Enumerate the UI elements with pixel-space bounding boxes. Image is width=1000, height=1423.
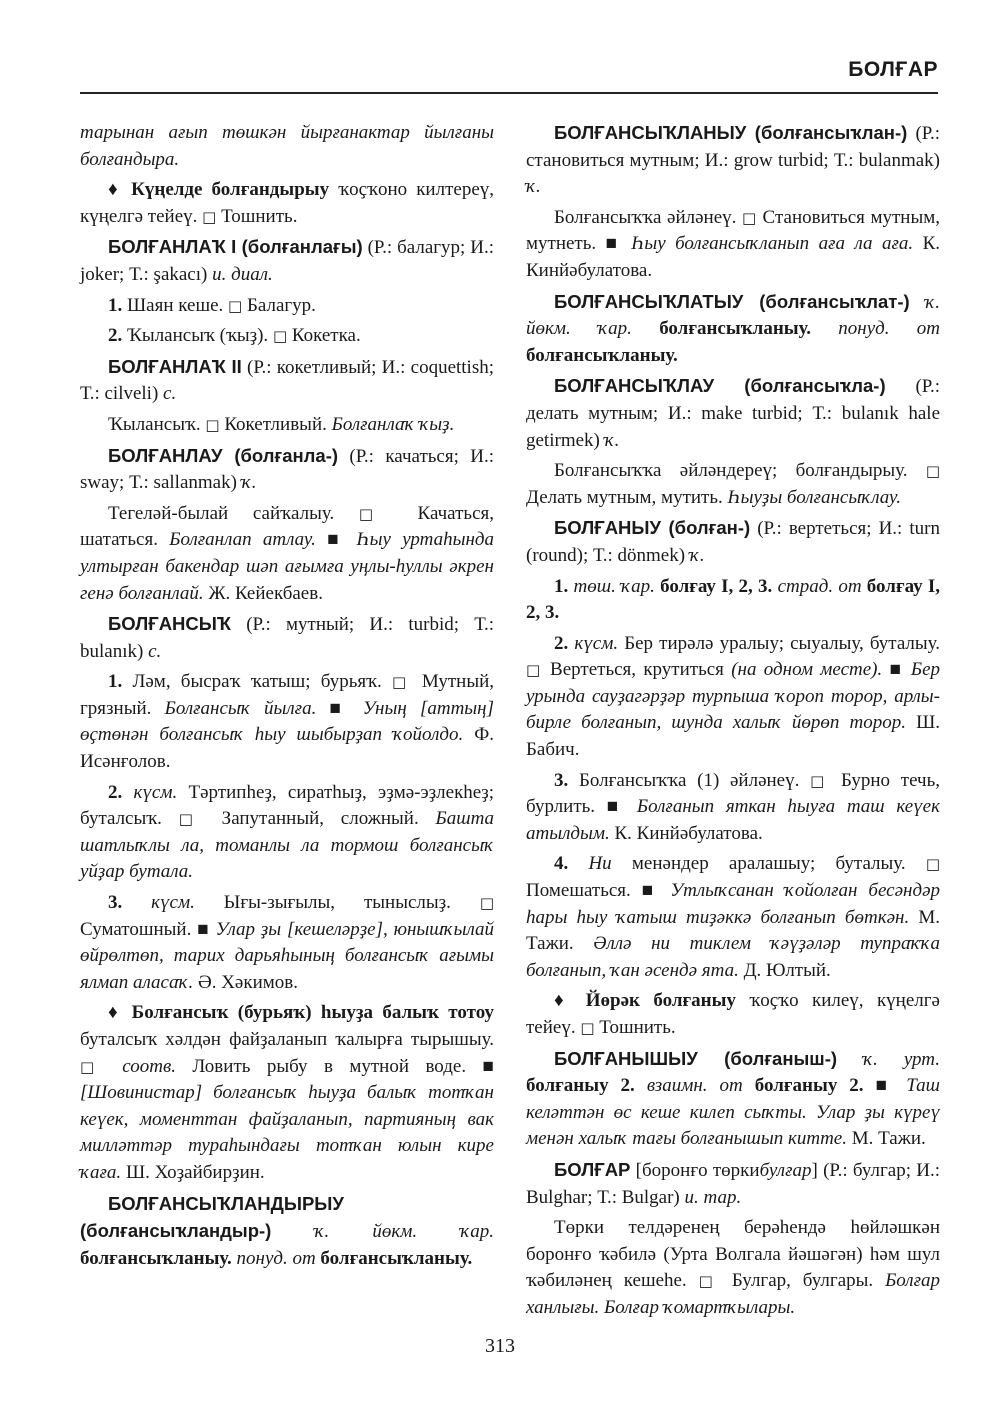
usage-label: понуд. от [838, 318, 941, 340]
cross-reference: болғансыҡланыу. [320, 1247, 473, 1269]
translation-text: Делать мутным, мутить. [526, 486, 723, 508]
grammar-label: с. [148, 640, 162, 662]
translations: (Р.: становиться мутным; И.: grow turbid; Т.: bulanmak) [526, 123, 940, 171]
entry-bolgansyklanyu [526, 120, 940, 201]
citation-text: Һыу уртаһында ултырған бакендар шәп ағымға уңлы-һуллы әкрен генә болғанлай. [80, 529, 495, 604]
translations: (Р.: мутный; И.: turbid; Т.: bulanık) [80, 614, 495, 662]
sense-number: 2. [108, 325, 123, 347]
usage-label: понуд. от [236, 1247, 316, 1269]
etymology-word: булғар [759, 1159, 812, 1181]
usage-label: Ни [588, 853, 612, 875]
headword: БОЛҒАНЫУ (болған-) [554, 517, 751, 539]
sense-number: 4. [554, 853, 569, 875]
square-marker-icon: □ [178, 810, 205, 829]
sense-number: 2. [554, 632, 569, 654]
grammar-label: ҡ. [604, 429, 620, 451]
definition-text: Бер тирәлә уралыу; сыуалыу, буталыу. [624, 632, 941, 654]
cross-reference: болғаныу 2. [526, 1075, 635, 1097]
usage-label: взаимн. от [646, 1075, 743, 1097]
sense-block [80, 412, 494, 439]
cross-reference: болғау I, 2, 3. [526, 575, 941, 624]
definition-text: Болғансыҡҡа әйләнеү. [554, 206, 737, 228]
usage-label: күсм. [574, 632, 619, 654]
sense-4 [526, 851, 940, 984]
citation-marker-icon: ■ [875, 1075, 895, 1097]
headword: БОЛҒАНЛАУ (болғанла-) [108, 444, 339, 466]
usage-label: страд. от [777, 575, 862, 597]
square-marker-icon: □ [80, 1057, 106, 1076]
translations: (Р.: качаться; И.: sway; Т.: sallanmak) [80, 445, 494, 494]
sense-1 [80, 293, 494, 320]
idiom-phrase: ♦ Йөрәк болғаныу [554, 990, 736, 1012]
citation-marker-icon: ■ [482, 1055, 494, 1077]
citation-author: Ш. Бабич. [526, 712, 940, 761]
definition-text: буталсыҡ хәлдән файҙаланып ҡалырға тырышыу. [80, 1029, 494, 1050]
square-marker-icon: □ [698, 1272, 720, 1291]
sense-number: 1. [108, 294, 123, 316]
example-text: Болғанлаҡ ҡыҙ. [331, 413, 455, 435]
citation-author: М. Тажи. [526, 906, 940, 955]
translation-text: Вертеться, крутиться [550, 659, 724, 681]
entry-bolgansyklatyu [526, 289, 940, 370]
entry-bolganyshyu [526, 1046, 940, 1153]
definition-text: ҡоҫҡоно килтереү, күңелгә тейеү. [80, 179, 495, 227]
example-text: Башта шатлыҡлы ла, томанлы ла тормош болғансыҡ уйҙар бутала. [80, 808, 495, 883]
usage-label: күсм. [151, 892, 195, 914]
translation-text: Кокетка. [291, 325, 361, 347]
translations: (Р.: вертеться; И.: turn (round); Т.: dönmek) [526, 518, 940, 566]
translation-text: Запутанный, сложный. [221, 808, 419, 830]
definition-text: Ҡылансыҡ. [108, 413, 201, 435]
definition-text: Ығы-зығылы, тыныслыҙ. [223, 892, 451, 914]
citation-text: Һыу болғансыҡланып аға ла аға. [631, 233, 914, 255]
translation-text: Балагур. [246, 294, 316, 316]
sense-3 [526, 768, 940, 848]
grammar-label: ҡ. [241, 472, 257, 494]
square-marker-icon: □ [479, 894, 494, 913]
example-text: Болғансыҡ йылға. [164, 697, 317, 719]
grammar-label: ҡ. [689, 544, 705, 566]
translation-text: Тошнить. [221, 205, 298, 227]
grammar-label: и. тар. [684, 1186, 742, 1208]
idiom-block [526, 988, 940, 1041]
grammar-label: ҡ. йөкм. ҡар. [314, 1221, 495, 1243]
definition-text: Болғансыҡҡа (1) әйләнеү. [578, 769, 800, 791]
square-marker-icon: □ [228, 296, 243, 315]
square-marker-icon: □ [810, 771, 831, 790]
citation-marker-icon: ■ [641, 880, 660, 902]
translation-note: (на одном месте). [731, 659, 883, 681]
definition-text: ҡоҫҡо килеү, күңелгә тейеү. [526, 990, 940, 1038]
idiom-block [80, 1000, 494, 1186]
grammar-label: и. диал. [212, 263, 273, 285]
citation-author: К. Кинйәбулатова. [526, 233, 941, 281]
citation-author: Ф. Исәнғолов. [80, 724, 494, 773]
usage-label: төш. ҡар. [573, 575, 655, 597]
headword: БОЛҒАНЛАҠ II [108, 355, 242, 377]
square-marker-icon: □ [925, 462, 940, 481]
page-number: 313 [485, 1335, 515, 1357]
translation-text: Качаться, шататься. [80, 502, 494, 551]
citation-marker-icon: ■ [606, 796, 626, 818]
usage-label: күсм. [133, 781, 178, 803]
example-text: Болғар ханлығы. Болғар ҡомартҡылары. [526, 1270, 940, 1318]
grammar-label: ҡ. йөкм. ҡар. [526, 291, 940, 340]
entry-bolgar [526, 1157, 940, 1211]
citation-marker-icon: ■ [327, 529, 346, 551]
square-marker-icon: □ [358, 504, 393, 523]
translations: ] (Р.: булгар; И.: Bulghar; Т.: Bulgar) [526, 1159, 940, 1208]
headword: БОЛҒАНЫШЫУ (болғаныш-) [554, 1047, 838, 1069]
square-marker-icon: □ [205, 415, 220, 434]
example-text: тарынан ағып төшкән йырғанактар йылғаны болғандыра. [80, 122, 494, 170]
sense-1 [526, 574, 940, 627]
sense-2 [80, 780, 494, 886]
headword: БОЛҒАНСЫҠ [108, 613, 231, 635]
sense-number: 3. [108, 892, 123, 914]
cross-reference: болғансыҡланыу. [659, 318, 811, 340]
cross-reference: болғау I, 2, 3. [660, 575, 773, 597]
entry-bolgansyklandyryu [80, 1191, 494, 1273]
cross-reference: болғансыҡланыу. [526, 344, 678, 366]
square-marker-icon: □ [272, 327, 288, 346]
entry-bolgansyklau [526, 373, 940, 454]
square-marker-icon: □ [925, 855, 941, 874]
translation-text: Ловить рыбу в мутной воде. [192, 1055, 467, 1077]
definition-text: Шаян кеше. [127, 294, 224, 316]
definition-text: менәндер аралашыу; буталыу. [631, 853, 906, 875]
citation-text: Утлыҡсанан ҡойолған бесәндәр һары һыу ҡатыш тиҙәккә болғанып бөткән. [526, 880, 940, 928]
example-text: Һыуҙы болғансыҡлау. [727, 486, 901, 508]
usage-label: соотв. [122, 1055, 176, 1077]
square-marker-icon: □ [526, 661, 543, 680]
citation-marker-icon: ■ [889, 659, 904, 681]
citation-text: Бер урында сауҙагәрҙәр турпыша ҡороп торор, арлы-бирле болғанып, шунда халыҡ йөрөп торор. [526, 659, 941, 734]
citation-text: Улар ҙы [кешеләрҙе], юнышҡылай өйрөлтөп, тарих дарьяһының болғансыҡ ағымы ялмап алаcаҡ. [80, 918, 495, 993]
translations: (Р.: кокетливый; И.: coquettish; Т.: cilveli) [80, 356, 495, 405]
square-marker-icon: □ [580, 1019, 595, 1037]
grammar-label: с. [163, 383, 177, 405]
sense-block [526, 458, 940, 511]
translation-text: Бурно течь, бурлить. [526, 769, 941, 818]
sense-number: 1. [108, 671, 123, 693]
cross-reference: болғаныу 2. [754, 1075, 864, 1097]
headword: БОЛҒАНСЫҠЛАТЫУ (болғансыҡлат-) [554, 290, 910, 312]
example-text: Болғанлап атлау. [169, 529, 316, 551]
definition-text: Ҡылансыҡ (ҡыҙ). [127, 325, 269, 347]
square-marker-icon: □ [202, 207, 217, 226]
grammar-label: ҡ. урт. [863, 1048, 941, 1070]
idiom-block [80, 177, 494, 230]
definition-text: Ләм, бысраҡ ҡатыш; бурьяҡ. [132, 671, 382, 693]
entry-bolganlak-2 [80, 354, 494, 408]
citation-marker-icon: ■ [197, 918, 210, 940]
citation-text: Таш келәттән өс кеше килеп сыҡты. Улар ҙы күреү менән халыҡ тағы болғанышып китте. [526, 1075, 941, 1150]
citation-marker-icon: ■ [329, 697, 350, 719]
citation-text: [Шовинистар] болғансыҡ һыуҙа балыҡ тотҡан кеүек, моменттан файҙаланып, партияның вак милләттәр тураһындағы тотҡан юлын кире ҡаға. [80, 1082, 494, 1183]
sense-block [80, 501, 494, 607]
right-column [526, 120, 940, 1326]
grammar-label: ҡ. [526, 176, 541, 198]
translations: (Р.: балагур; И.: joker; Т.: şakacı) [80, 237, 495, 285]
translation-text: Кокетливый. [224, 413, 327, 435]
square-marker-icon: □ [741, 208, 757, 227]
translation-text: Мутный, грязный. [80, 671, 494, 719]
citation-author: Д. Юлтый. [743, 959, 831, 981]
translation-text: Суматошный. [80, 918, 192, 940]
running-header [80, 56, 938, 94]
entry-bolganyu [526, 515, 940, 569]
citation-author: Ж. Кейекбаев. [208, 582, 323, 604]
definition-text: Төрки телдәренең берәһендә һөйләшкән боронғо ҡәбилә (Урта Волгала йәшәгән) һәм шул ҡәбиләнең кешеһе. [526, 1217, 940, 1292]
sense-number: 3. [554, 769, 569, 791]
citation-marker-icon: ■ [605, 233, 622, 255]
headword: БОЛҒАНСЫҠЛАУ (болғансыҡла-) [554, 375, 886, 397]
entry-bolganlak-1 [80, 234, 494, 288]
cross-reference: болғансыҡланыу. [80, 1247, 232, 1269]
citation-author: К. Кинйәбулатова. [614, 822, 763, 844]
citation-text: Әллә ни тиклем ҡәүҙәләр тупраҡҡа болғанып, ҡан әсендә ята. [526, 933, 941, 981]
definition-text: Болғансыҡҡа әйләндереү; болғандырыу. [554, 460, 908, 482]
citation-author: Ш. Хоҙайбирҙин. [125, 1161, 265, 1183]
entry-continuation [80, 120, 494, 173]
headword: БОЛҒАР [554, 1158, 631, 1180]
definition-text: Тәртипһеҙ, сиратһыҙ, эҙмә-эҙлекһеҙ; буталсыҡ. [80, 781, 495, 830]
square-marker-icon: □ [392, 673, 412, 692]
etymology: [боронғо төрки [635, 1159, 760, 1181]
sense-2 [80, 323, 494, 350]
idiom-phrase: ♦ Болғансыҡ (бурьяҡ) һыуҙа балыҡ тотоу [108, 1002, 494, 1024]
sense-number: 2. [108, 781, 123, 803]
headword: БОЛҒАНСЫҠЛАНЫУ (болғансыҡлан-) [554, 122, 908, 143]
entry-bolgansyk [80, 611, 494, 665]
definition-text: Тегеләй-былай сайҡалыу. [108, 502, 335, 524]
translations: (Р.: делать мутным; И.: make turbid; Т.: bulanık hale getirmek) [526, 376, 941, 451]
entry-bolganlau [80, 443, 494, 497]
sense-block [526, 1215, 940, 1321]
translation-text: Булгар, булгары. [731, 1270, 874, 1292]
sense-1 [80, 669, 494, 775]
left-column [80, 120, 494, 1276]
sense-number: 1. [554, 575, 569, 597]
sense-2 [526, 631, 940, 764]
sense-3 [80, 890, 494, 996]
translation-text: Становиться мутным, мутнеть. [526, 206, 940, 255]
citation-text: Уның [аттың] өҫтөнән болғансыҡ һыу шыбырҙап ҡойолдо. [80, 697, 494, 746]
running-head-word: БОЛҒАР [848, 58, 938, 81]
citation-text: Болғанып яткан һыуға таш кеүек атылдым. [526, 796, 941, 844]
citation-author: Ә. Хәкимов. [197, 971, 298, 993]
translation-text: Тошнить. [599, 1017, 676, 1038]
sense-block [526, 205, 940, 285]
headword: БОЛҒАНЛАҠ I (болғанлағы) [108, 236, 363, 258]
translation-text: Помешаться. [526, 880, 631, 902]
citation-author: М. Тажи. [851, 1128, 926, 1150]
idiom-phrase: ♦ Күңелде болғандырыу [108, 179, 330, 201]
headword: БОЛҒАНСЫҠЛАНДЫРЫУ (болғансыҡландыр-) [80, 1192, 344, 1242]
